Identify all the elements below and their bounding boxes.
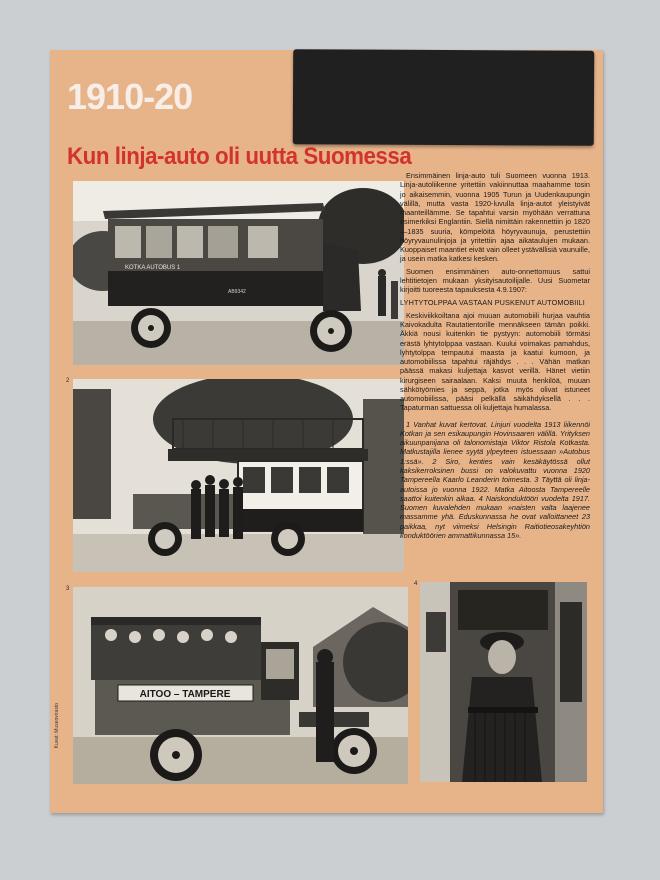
photo-2-drawing <box>73 379 404 572</box>
article-column <box>400 171 590 543</box>
photo-3-aitoo-tampere-bus <box>73 587 408 784</box>
photo-1-drawing <box>73 181 404 365</box>
article-intro: Ensimmäinen linja-auto tuli Suomeen vuonna 1913. Linja-autoliikenne yritettiin vakiinnuttaa maahamme tosin jo aikaisemmin, vuonna 1905 Turun ja Uudenkaupungin välillä, mutta vasta 1920-luvulla linja-autot yleistyivät maanteillämme. Se tapahtui varsin myöhään verrattuna esimerkiksi Englantiin. Siellä nimittäin rakennettiin jo 1820—1835 suuria, kömpelöitä höyryvaunuja, perustettiin höyryvaunulinjoja ja yritettiin ajaa aikataulujen mukaan. Kuoppaiset maantiet eivät vain olleet ystävällisiä vaunuille, ja usein matka katkesi kesken. <box>400 171 590 264</box>
black-tape <box>293 49 594 146</box>
article-subhead: LYHTYTOLPPAA VASTAAN PUSKENUT AUTOMOBIILI <box>400 298 585 308</box>
photo-2-number: 2 <box>66 378 70 384</box>
photo-credit: Kuvat: Museovirasto <box>54 703 60 749</box>
photo-3-sign-text: AITOO – TAMPERE <box>139 689 231 700</box>
photo-1-bus-1913 <box>73 181 404 365</box>
photo-4-number: 4 <box>414 581 418 587</box>
photo-4-drawing <box>420 582 587 782</box>
photo-2-double-decker <box>73 379 404 572</box>
photo-1-plate: AB9342 <box>228 289 246 295</box>
article-paragraph-3: Keskiviikkoiltana ajoi muuan automobiili hurjaa vauhtia Kaivokadulta Rautatientorille mennäkseen tämän poikki. Äkkiä nousi kuitenkin tie pystyyn: automobiili törmäsi erästä lyhtytolppaa vastaan. Kuului voimakas pamahdus, lyhtytolppa tempautui maasta ja kaatui kumoon, ja automobiilissa tapahtui räjähdys . . . Vähän matkan päässä makasi kuljettaja kasvot verillä. Hänet vietiin kirurgiseen sairaalaan. Kaksi muuta henkilöä, muuan sähkötyömies ja seppä, jotka myös olivat istuneet automobiilissa, pääsi pelkällä säikähdyksellä . . . Tapaturman sattuessa oli kuljettaja humalassa. <box>400 310 590 413</box>
photo-3-drawing <box>73 587 408 784</box>
photo-4-conductress <box>420 582 587 782</box>
photo-1-sign-text: KOTKA AUTOBUS 1 <box>125 265 181 271</box>
article-paragraph-2: Suomen ensimmäinen auto-onnettomuus sattui lehtitietojen mukaan yksityisautoilijalle. Uusi Suometar kirjoitti tuoreesta tapauksesta 4.9.1907: <box>400 266 590 295</box>
era-label: 1910-20 <box>67 76 193 117</box>
photo-captions: 1 Vanhat kuvat kertovat. Linjuri vuodelta 1913 liikennöi Kotkan ja sen esikaupungin Hovinsaaren välillä. Yrityksen aikuunpanijana oli talonomistaja Viktor Ristola Kotkasta. Matkustajilla lienee syytä ylpeyteen istuessaan »Autobus 1:ssä». 2 Siro, kenties vain kesäkäytössä ollut kaksikerroksinen bussi on valokuvattu vuonna 1920 Tampereella Kaarlo Leanderin toimesta. 3 Täyttä oli linja-autoissa jo vuonna 1922. Matka Aitoosta Tampereelle saattoi kuitenkin alkaa. 4 Naiskonduktööri vuodelta 1917. Suomen kuvalehden mukaan »naisten valta laajenee massamme yhä. Eduskunnassa he ovat valloittaneet 23 paikkaa, nyt viimeksi Helsingin Raitiotieosakeyhtiön konduktöörien ammattikunnassa 15». <box>400 419 590 540</box>
photo-3-number: 3 <box>66 586 70 592</box>
headline: Kun linja-auto oli uutta Suomessa <box>67 143 412 170</box>
